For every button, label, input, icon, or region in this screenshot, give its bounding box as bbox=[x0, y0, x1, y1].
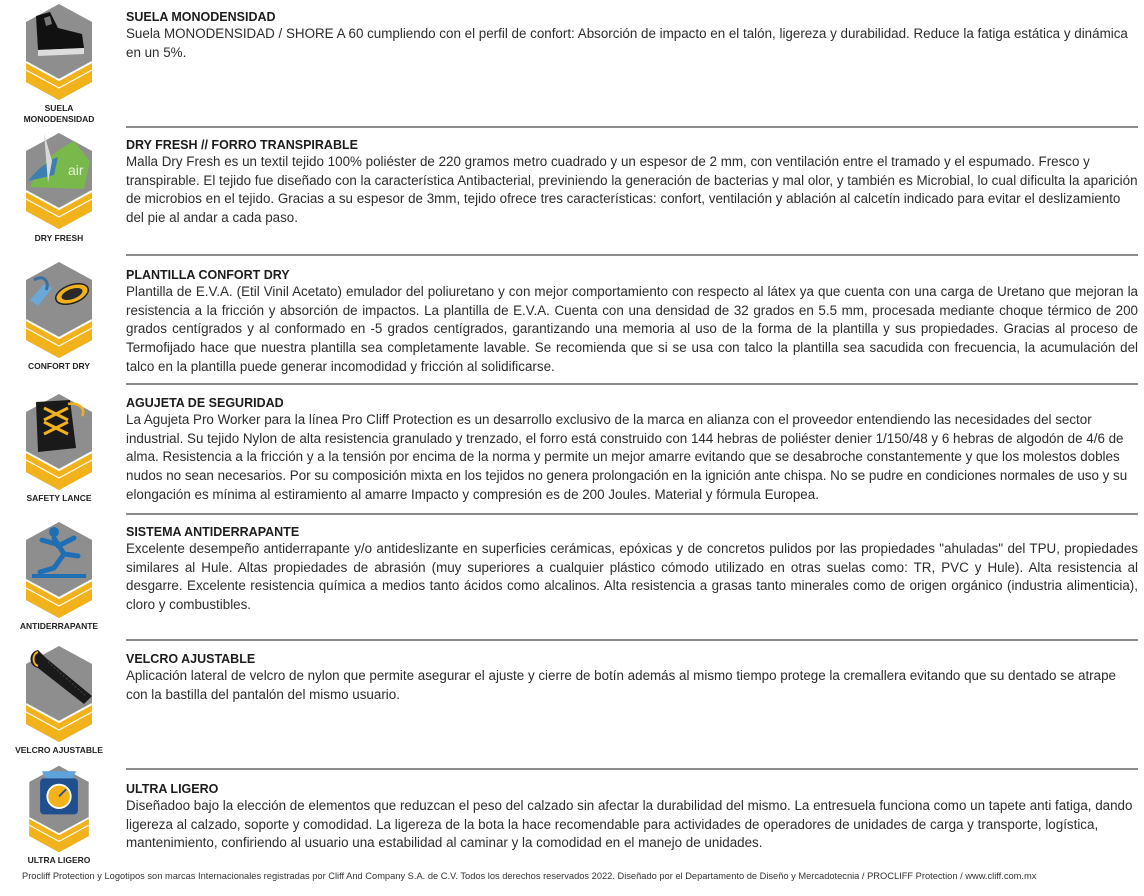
feature-badge bbox=[10, 2, 108, 125]
section-divider bbox=[126, 383, 1138, 385]
badge-label: SUELA MONODENSIDAD bbox=[23, 103, 95, 124]
feature-content bbox=[126, 781, 1138, 853]
feature-badge bbox=[10, 520, 108, 632]
feature-title: DRY FRESH // FORRO TRANSPIRABLE bbox=[126, 138, 358, 152]
boot-sole-icon bbox=[24, 2, 94, 102]
feature-title: PLANTILLA CONFORT DRY bbox=[126, 268, 290, 282]
feature-content bbox=[126, 267, 1138, 377]
slipping-person-icon bbox=[24, 520, 94, 620]
feature-description: Plantilla de E.V.A. (Etil Vinil Acetato) emulador del poliuretano y con mejor comportamiento con respecto al látex ya que cuenta con una carga de Uretano que mejoran la resistencia a la fricción y absorción de impactos. La plantilla de E.V.A. Cuenta con una densidad de 32 grados en 5.5 mm, procesada mediante choque térmico de 200 grados centígrados y al conformado en -5 grados centígrados, garantizando una memoria al uso de la forma de la plantilla y sus propiedades. Gracias al proceso de Termofijado hace que nuestra plantilla sea completamente lavable. Se recomienda que si se usa con talco la plantilla sea sacudida con frecuencia, la acumulación del talco en la plantilla puede generar incomodidad y fricción al solidificarse. bbox=[126, 284, 1138, 374]
insole-icon bbox=[24, 260, 94, 360]
shoelace-icon bbox=[24, 392, 94, 492]
section-divider bbox=[126, 126, 1138, 128]
feature-description: Suela MONODENSIDAD / SHORE A 60 cumpliendo con el perfil de confort: Absorción de impacto en el talón, ligereza y durabilidad. Reduce la fatiga estática y dinámica en un 5%. bbox=[126, 26, 1128, 60]
feature-description: Aplicación lateral de velcro de nylon que permite asegurar el ajuste y cierre de botín además al mismo tiempo protege la cremallera evitando que su dentado se atrape con la bastilla del pantalón del mismo usuario. bbox=[126, 668, 1116, 702]
feature-badge bbox=[10, 260, 108, 372]
section-divider bbox=[126, 254, 1138, 256]
velcro-strap-icon bbox=[24, 644, 94, 744]
feature-badge bbox=[10, 764, 108, 866]
badge-label: VELCRO AJUSTABLE bbox=[15, 745, 103, 755]
feature-title: AGUJETA DE SEGURIDAD bbox=[126, 396, 284, 410]
feature-description: Malla Dry Fresh es un textil tejido 100% poliéster de 220 gramos metro cuadrado y un espesor de 2 mm, con ventilación entre el tramado y el espumado. Fresco y transpirable. El tejido fue diseñado con la característica Antibacterial, previniendo la generación de bacterias y mal olor, y también es Microbial, lo cual dificulta la aparición de microbios en el tejido. Gracias a su espesor de 3mm, tejido ofrece tres características: confort, ventilación y ablación al calcetín indicado para evitar el deslizamiento del pie al andar a cada paso. bbox=[126, 154, 1138, 226]
weight-scale-icon bbox=[24, 764, 94, 854]
badge-label: CONFORT DRY bbox=[27, 361, 90, 371]
footer-legal-notice: Procliff Protection y Logotipos son marcas Internacionales registradas por Cliff And Company S.A. de C.V. Todos los derechos reservados 2022. Diseñado por el Departamento de Diseño y Mercadotecnia / PROCLIFF Protection / www.cliff.com.mx bbox=[22, 871, 1037, 881]
feature-description: Excelente desempeño antiderrapante y/o antideslizante en superficies cerámicas, epóxicas y de concretos pulidos por las propiedades "ahuladas" del TPU, propiedades similares al Hule. Altas propiedades de abrasión (muy superiores a cualquier plástico cómodo utilizado en otras suelas como: TR, PVC y Hule). Alta resistencia al desgarre. Excelente resistencia química a medios tanto ácidos como alcalinos. Alta resistencia a grasas tanto minerales como de origen orgánico (industria alimenticia), cloro y combustibles. bbox=[126, 541, 1138, 613]
badge-label: SAFETY LANCE bbox=[26, 493, 92, 503]
badge-label: DRY FRESH bbox=[34, 233, 84, 243]
feature-title: ULTRA LIGERO bbox=[126, 782, 219, 796]
feature-badge bbox=[10, 392, 108, 504]
feature-content bbox=[126, 9, 1138, 62]
feature-title: SISTEMA ANTIDERRAPANTE bbox=[126, 525, 300, 539]
section-divider bbox=[126, 768, 1138, 770]
badge-label: ULTRA LIGERO bbox=[27, 855, 91, 865]
feature-title: VELCRO AJUSTABLE bbox=[126, 652, 256, 666]
feature-description: Diseñadoo bajo la elección de elementos que reduzcan el peso del calzado sin afectar la durabilidad del mismo. La entresuela funciona como un tapete anti fatiga, dando ligereza al calzado, soporte y comodidad. La ligereza de la bota la hace recomendable para actividades de operadores de unidades de carga y transporte, logística, mantenimiento, confiriendo al usuario una estabilidad al caminar y la comodidad en el manejo de unidades. bbox=[126, 798, 1133, 851]
svg-text:air: air bbox=[68, 162, 84, 178]
feature-title: SUELA MONODENSIDAD bbox=[126, 10, 276, 24]
section-divider bbox=[126, 639, 1138, 641]
feature-content bbox=[126, 524, 1138, 615]
feature-content bbox=[126, 651, 1138, 704]
badge-label: ANTIDERRAPANTE bbox=[19, 621, 99, 631]
air-fabric-icon bbox=[24, 130, 94, 232]
feature-badge bbox=[10, 130, 108, 244]
feature-content bbox=[126, 137, 1138, 228]
feature-content bbox=[126, 395, 1138, 505]
feature-description: La Agujeta Pro Worker para la línea Pro Cliff Protection es un desarrollo exclusivo de la marca en alianza con el proveedor entendiendo las necesidades del sector industrial. Su tejido Nylon de alta resistencia granulado y trenzado, el forro está construido con 144 hebras de poliéster denier 1/150/48 y 6 hebras de algodón de 4/6 de alma. Resistencia a la fricción y a la tensión por encima de la norma y permite un mejor amarre evitando que se desabroche constantemente y que los molestos dobles nudos no sean necesarios. Por su composición mixta en los tejidos no genera prolongación en la ignición ante chispa. No se pudre en condiciones normales de uso y su elongación es mínima al estiramiento al amarre Impacto y compresión es de 200 Joules. Material y fórmula Europea. bbox=[126, 412, 1128, 502]
feature-badge bbox=[10, 644, 108, 756]
section-divider bbox=[126, 513, 1138, 515]
